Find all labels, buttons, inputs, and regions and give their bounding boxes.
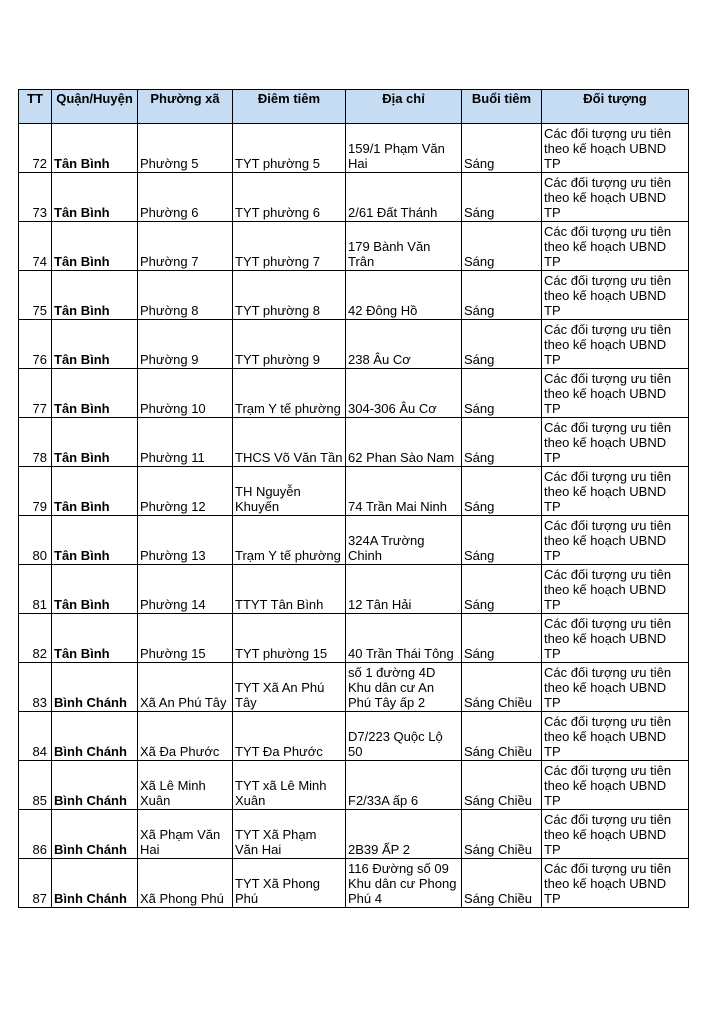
cell-session bbox=[462, 663, 542, 712]
cell-tt bbox=[19, 320, 52, 369]
cell-address-text: số 1 đường 4D Khu dân cư An Phú Tây ấp 2 bbox=[348, 665, 436, 710]
cell-address-text: 238 Âu Cơ bbox=[348, 352, 411, 367]
cell-tt-text: 85 bbox=[32, 793, 47, 808]
cell-ward-text: Phường 12 bbox=[140, 499, 206, 514]
cell-district-text: Bình Chánh bbox=[54, 891, 127, 906]
cell-tt-text: 72 bbox=[32, 156, 47, 171]
cell-district-text: Tân Bình bbox=[54, 646, 110, 661]
header-ward: Phường xã bbox=[138, 90, 233, 124]
cell-site-text: TYT Xã Phạm Văn Hai bbox=[235, 827, 317, 857]
cell-district bbox=[52, 859, 138, 908]
cell-ward-text: Phường 15 bbox=[140, 646, 206, 661]
cell-site-text: Trạm Y tế phường bbox=[235, 548, 341, 563]
table-header-row bbox=[19, 90, 689, 124]
cell-target-text: Các đối tượng ưu tiên theo kế hoạch UBND TP bbox=[544, 861, 672, 906]
cell-target bbox=[542, 173, 689, 222]
cell-site bbox=[233, 761, 346, 810]
cell-target bbox=[542, 712, 689, 761]
cell-address bbox=[346, 124, 462, 173]
cell-tt bbox=[19, 614, 52, 663]
cell-address-text: 324A Trường Chinh bbox=[348, 533, 425, 563]
cell-site bbox=[233, 859, 346, 908]
cell-target-text: Các đối tượng ưu tiên theo kế hoạch UBND TP bbox=[544, 567, 672, 612]
cell-ward bbox=[138, 663, 233, 712]
cell-ward-text: Xã An Phú Tây bbox=[140, 695, 227, 710]
cell-tt-text: 84 bbox=[32, 744, 47, 759]
cell-district-text: Tân Bình bbox=[54, 352, 110, 367]
cell-tt-text: 74 bbox=[32, 254, 47, 269]
cell-target bbox=[542, 565, 689, 614]
cell-district-text: Tân Bình bbox=[54, 205, 110, 220]
cell-tt bbox=[19, 761, 52, 810]
cell-district bbox=[52, 565, 138, 614]
cell-session-text: Sáng bbox=[464, 254, 495, 269]
cell-site bbox=[233, 271, 346, 320]
cell-address bbox=[346, 663, 462, 712]
cell-district bbox=[52, 614, 138, 663]
cell-tt-text: 80 bbox=[32, 548, 47, 563]
cell-district-text: Tân Bình bbox=[54, 597, 110, 612]
cell-tt-text: 79 bbox=[32, 499, 47, 514]
cell-site bbox=[233, 565, 346, 614]
cell-site-text: TYT Đa Phước bbox=[235, 744, 323, 759]
cell-ward bbox=[138, 516, 233, 565]
cell-tt-text: 78 bbox=[32, 450, 47, 465]
cell-ward-text: Phường 14 bbox=[140, 597, 206, 612]
cell-session-text: Sáng Chiều bbox=[464, 842, 532, 857]
cell-session bbox=[462, 369, 542, 418]
cell-site-text: TYT Xã An Phú Tây bbox=[235, 680, 325, 710]
cell-ward bbox=[138, 859, 233, 908]
cell-address-text: 40 Trần Thái Tông bbox=[348, 646, 454, 661]
header-target: Đối tượng bbox=[542, 90, 689, 124]
cell-address-text: 42 Đông Hồ bbox=[348, 303, 418, 318]
cell-tt bbox=[19, 418, 52, 467]
header-site: Điêm tiêm bbox=[233, 90, 346, 124]
cell-district bbox=[52, 124, 138, 173]
cell-target bbox=[542, 859, 689, 908]
cell-ward bbox=[138, 614, 233, 663]
cell-target-text: Các đối tượng ưu tiên theo kế hoạch UBND TP bbox=[544, 763, 672, 808]
cell-ward bbox=[138, 810, 233, 859]
cell-site bbox=[233, 712, 346, 761]
cell-site bbox=[233, 516, 346, 565]
cell-district-text: Bình Chánh bbox=[54, 793, 127, 808]
cell-site bbox=[233, 124, 346, 173]
cell-address bbox=[346, 369, 462, 418]
cell-address bbox=[346, 712, 462, 761]
vaccination-schedule-table bbox=[18, 89, 689, 908]
cell-session bbox=[462, 124, 542, 173]
cell-tt-text: 82 bbox=[32, 646, 47, 661]
cell-session bbox=[462, 712, 542, 761]
cell-address bbox=[346, 173, 462, 222]
cell-address bbox=[346, 810, 462, 859]
cell-target bbox=[542, 467, 689, 516]
cell-session-text: Sáng Chiều bbox=[464, 891, 532, 906]
cell-target-text: Các đối tượng ưu tiên theo kế hoạch UBND TP bbox=[544, 371, 672, 416]
cell-session-text: Sáng Chiều bbox=[464, 744, 532, 759]
cell-district bbox=[52, 271, 138, 320]
cell-district-text: Bình Chánh bbox=[54, 744, 127, 759]
cell-session bbox=[462, 271, 542, 320]
cell-address bbox=[346, 320, 462, 369]
cell-district bbox=[52, 369, 138, 418]
header-tt: TT bbox=[19, 90, 52, 124]
cell-tt bbox=[19, 565, 52, 614]
cell-target bbox=[542, 614, 689, 663]
cell-tt bbox=[19, 859, 52, 908]
cell-tt-text: 86 bbox=[32, 842, 47, 857]
table-row bbox=[19, 418, 689, 467]
cell-tt bbox=[19, 124, 52, 173]
table-row bbox=[19, 614, 689, 663]
cell-site bbox=[233, 173, 346, 222]
cell-address-text: 304-306 Âu Cơ bbox=[348, 401, 437, 416]
cell-district-text: Tân Bình bbox=[54, 254, 110, 269]
cell-tt bbox=[19, 173, 52, 222]
cell-district bbox=[52, 467, 138, 516]
table-row bbox=[19, 222, 689, 271]
cell-session bbox=[462, 614, 542, 663]
cell-target bbox=[542, 418, 689, 467]
cell-tt-text: 81 bbox=[32, 597, 47, 612]
cell-session bbox=[462, 467, 542, 516]
cell-district bbox=[52, 810, 138, 859]
cell-session-text: Sáng bbox=[464, 499, 495, 514]
cell-session bbox=[462, 418, 542, 467]
cell-target-text: Các đối tượng ưu tiên theo kế hoạch UBND TP bbox=[544, 812, 672, 857]
cell-tt bbox=[19, 222, 52, 271]
cell-ward bbox=[138, 712, 233, 761]
cell-address bbox=[346, 761, 462, 810]
cell-target-text: Các đối tượng ưu tiên theo kế hoạch UBND TP bbox=[544, 714, 672, 759]
header-session: Buổi tiêm bbox=[462, 90, 542, 124]
cell-ward-text: Xã Phong Phú bbox=[140, 891, 224, 906]
cell-address-text: F2/33A ấp 6 bbox=[348, 793, 419, 808]
cell-tt bbox=[19, 369, 52, 418]
cell-site bbox=[233, 467, 346, 516]
cell-ward-text: Phường 9 bbox=[140, 352, 199, 367]
cell-session bbox=[462, 761, 542, 810]
cell-district-text: Tân Bình bbox=[54, 548, 110, 563]
cell-address bbox=[346, 467, 462, 516]
table-row bbox=[19, 712, 689, 761]
cell-district-text: Bình Chánh bbox=[54, 842, 127, 857]
cell-session-text: Sáng bbox=[464, 205, 495, 220]
cell-session-text: Sáng bbox=[464, 646, 495, 661]
cell-target bbox=[542, 369, 689, 418]
cell-target bbox=[542, 516, 689, 565]
cell-site-text: TTYT Tân Bình bbox=[235, 597, 324, 612]
cell-ward bbox=[138, 761, 233, 810]
table-row bbox=[19, 124, 689, 173]
cell-district-text: Tân Bình bbox=[54, 303, 110, 318]
cell-session bbox=[462, 222, 542, 271]
cell-target bbox=[542, 761, 689, 810]
cell-session bbox=[462, 173, 542, 222]
cell-address-text: 74 Trần Mai Ninh bbox=[348, 499, 447, 514]
table-row bbox=[19, 859, 689, 908]
cell-ward-text: Phường 11 bbox=[140, 450, 205, 465]
cell-tt-text: 75 bbox=[32, 303, 47, 318]
cell-district-text: Tân Bình bbox=[54, 450, 110, 465]
cell-target bbox=[542, 124, 689, 173]
table-row bbox=[19, 369, 689, 418]
cell-target bbox=[542, 663, 689, 712]
cell-ward-text: Xã Lê Minh Xuân bbox=[140, 778, 206, 808]
cell-district bbox=[52, 418, 138, 467]
cell-address-text: 179 Bành Văn Trân bbox=[348, 239, 431, 269]
table-row bbox=[19, 173, 689, 222]
cell-session-text: Sáng bbox=[464, 401, 495, 416]
header-district: Quận/Huyện bbox=[52, 90, 138, 124]
cell-tt-text: 83 bbox=[32, 695, 47, 710]
cell-site bbox=[233, 810, 346, 859]
cell-district bbox=[52, 663, 138, 712]
cell-address-text: 62 Phan Sào Nam bbox=[348, 450, 455, 465]
cell-target bbox=[542, 810, 689, 859]
cell-district bbox=[52, 761, 138, 810]
cell-address bbox=[346, 222, 462, 271]
cell-address-text: 116 Đường số 09 Khu dân cư Phong Phú 4 bbox=[348, 861, 457, 906]
cell-session bbox=[462, 810, 542, 859]
cell-ward bbox=[138, 467, 233, 516]
cell-tt bbox=[19, 712, 52, 761]
cell-district-text: Tân Bình bbox=[54, 499, 110, 514]
cell-address bbox=[346, 271, 462, 320]
cell-district bbox=[52, 712, 138, 761]
cell-site bbox=[233, 418, 346, 467]
cell-ward-text: Phường 7 bbox=[140, 254, 199, 269]
cell-site bbox=[233, 369, 346, 418]
cell-target-text: Các đối tượng ưu tiên theo kế hoạch UBND TP bbox=[544, 469, 672, 514]
cell-site-text: THCS Võ Văn Tần bbox=[235, 450, 343, 465]
cell-address bbox=[346, 859, 462, 908]
cell-target-text: Các đối tượng ưu tiên theo kế hoạch UBND TP bbox=[544, 322, 672, 367]
table-row bbox=[19, 271, 689, 320]
cell-site bbox=[233, 663, 346, 712]
cell-address bbox=[346, 418, 462, 467]
cell-district bbox=[52, 320, 138, 369]
table-row bbox=[19, 565, 689, 614]
cell-ward bbox=[138, 565, 233, 614]
cell-target-text: Các đối tượng ưu tiên theo kế hoạch UBND TP bbox=[544, 665, 672, 710]
cell-district bbox=[52, 222, 138, 271]
cell-session bbox=[462, 320, 542, 369]
cell-ward-text: Xã Đa Phước bbox=[140, 744, 220, 759]
cell-district bbox=[52, 516, 138, 565]
cell-ward bbox=[138, 271, 233, 320]
cell-site-text: TYT phường 8 bbox=[235, 303, 320, 318]
cell-ward-text: Phường 8 bbox=[140, 303, 199, 318]
cell-target-text: Các đối tượng ưu tiên theo kế hoạch UBND TP bbox=[544, 518, 672, 563]
cell-site bbox=[233, 614, 346, 663]
cell-target-text: Các đối tượng ưu tiên theo kế hoạch UBND TP bbox=[544, 224, 672, 269]
cell-address bbox=[346, 614, 462, 663]
cell-site-text: TYT phường 6 bbox=[235, 205, 320, 220]
cell-ward-text: Phường 5 bbox=[140, 156, 199, 171]
cell-target bbox=[542, 222, 689, 271]
cell-tt bbox=[19, 663, 52, 712]
cell-ward bbox=[138, 418, 233, 467]
cell-address bbox=[346, 516, 462, 565]
cell-ward bbox=[138, 124, 233, 173]
cell-ward-text: Phường 13 bbox=[140, 548, 206, 563]
cell-target-text: Các đối tượng ưu tiên theo kế hoạch UBND TP bbox=[544, 175, 672, 220]
cell-tt-text: 77 bbox=[32, 401, 47, 416]
cell-session-text: Sáng Chiều bbox=[464, 793, 532, 808]
cell-tt-text: 87 bbox=[32, 891, 47, 906]
cell-tt bbox=[19, 271, 52, 320]
table-row bbox=[19, 516, 689, 565]
table-row bbox=[19, 761, 689, 810]
cell-site-text: TYT Xã Phong Phú bbox=[235, 876, 321, 906]
cell-ward bbox=[138, 222, 233, 271]
cell-ward-text: Xã Phạm Văn Hai bbox=[140, 827, 221, 857]
cell-tt bbox=[19, 516, 52, 565]
cell-site-text: TYT phường 9 bbox=[235, 352, 320, 367]
cell-session-text: Sáng bbox=[464, 303, 495, 318]
cell-session-text: Sáng Chiều bbox=[464, 695, 532, 710]
table-row bbox=[19, 663, 689, 712]
cell-site-text: TYT xã Lê Minh Xuân bbox=[235, 778, 327, 808]
cell-session bbox=[462, 565, 542, 614]
cell-session bbox=[462, 516, 542, 565]
cell-target bbox=[542, 271, 689, 320]
cell-ward-text: Phường 6 bbox=[140, 205, 199, 220]
cell-district-text: Tân Bình bbox=[54, 156, 110, 171]
cell-ward bbox=[138, 173, 233, 222]
cell-address-text: D7/223 Quộc Lộ 50 bbox=[348, 729, 443, 759]
cell-tt bbox=[19, 467, 52, 516]
table-row bbox=[19, 810, 689, 859]
cell-site-text: TYT phường 5 bbox=[235, 156, 320, 171]
cell-address-text: 159/1 Phạm Văn Hai bbox=[348, 141, 445, 171]
cell-address-text: 12 Tân Hải bbox=[348, 597, 412, 612]
cell-address-text: 2B39 ẤP 2 bbox=[348, 842, 410, 857]
table-row bbox=[19, 320, 689, 369]
cell-site-text: TYT phường 7 bbox=[235, 254, 320, 269]
cell-ward bbox=[138, 320, 233, 369]
cell-target-text: Các đối tượng ưu tiên theo kế hoạch UBND TP bbox=[544, 126, 672, 171]
cell-site-text: Trạm Y tế phường bbox=[235, 401, 341, 416]
cell-target-text: Các đối tượng ưu tiên theo kế hoạch UBND TP bbox=[544, 273, 672, 318]
cell-target-text: Các đối tượng ưu tiên theo kế hoạch UBND TP bbox=[544, 420, 672, 465]
cell-district-text: Tân Bình bbox=[54, 401, 110, 416]
cell-session-text: Sáng bbox=[464, 156, 495, 171]
cell-tt bbox=[19, 810, 52, 859]
cell-district bbox=[52, 173, 138, 222]
cell-session-text: Sáng bbox=[464, 450, 495, 465]
cell-address bbox=[346, 565, 462, 614]
cell-site-text: TYT phường 15 bbox=[235, 646, 328, 661]
cell-tt-text: 73 bbox=[32, 205, 47, 220]
cell-tt-text: 76 bbox=[32, 352, 47, 367]
cell-session-text: Sáng bbox=[464, 548, 495, 563]
cell-site bbox=[233, 222, 346, 271]
table-row bbox=[19, 467, 689, 516]
cell-target bbox=[542, 320, 689, 369]
cell-district-text: Bình Chánh bbox=[54, 695, 127, 710]
cell-session-text: Sáng bbox=[464, 597, 495, 612]
cell-session-text: Sáng bbox=[464, 352, 495, 367]
cell-site-text: TH Nguyễn Khuyến bbox=[235, 484, 301, 514]
cell-ward bbox=[138, 369, 233, 418]
header-address: Địa chỉ bbox=[346, 90, 462, 124]
cell-site bbox=[233, 320, 346, 369]
cell-target-text: Các đối tượng ưu tiên theo kế hoạch UBND TP bbox=[544, 616, 672, 661]
cell-session bbox=[462, 859, 542, 908]
cell-ward-text: Phường 10 bbox=[140, 401, 206, 416]
cell-address-text: 2/61 Đất Thánh bbox=[348, 205, 438, 220]
